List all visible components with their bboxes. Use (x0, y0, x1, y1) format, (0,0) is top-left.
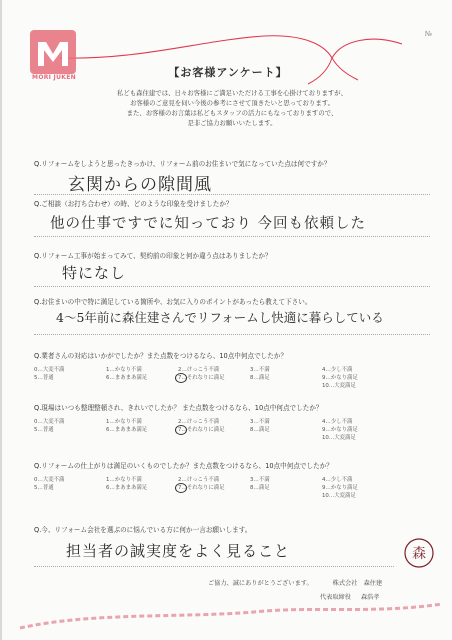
scale-option: 1…かなり不満 (106, 367, 142, 373)
question-5: Q.業者さんの対応はいかがでしたか？また点数をつけるなら、10点中何点でしたか？ (34, 352, 288, 360)
scale-option: 6…まあまあ満足 (106, 485, 148, 491)
rating-scale (34, 476, 394, 492)
handwritten-seal (402, 536, 436, 570)
company-name: 株式会社 森住建 (332, 580, 383, 587)
scale-option: 9…かなり満足 (322, 427, 358, 433)
scale-option: 2…けっこう不満 (178, 477, 220, 483)
question-3: Q.リフォーム工事が始まってみて、契約前の印象と何か違う点はありましたか？ (34, 252, 272, 260)
scale-option: 0…大変不満 (34, 419, 65, 425)
intro-line: 是非ご協力お願いいたします。 (187, 119, 277, 127)
question-1: Q.リフォームをしようと思ったきっかけ、リフォーム前のお住まいで気になっていた点は何ですか？ (34, 160, 331, 168)
question-2: Q.ご相談（お打ち合わせ）の時、どのような印象を受けましたか？ (34, 200, 233, 208)
answer-line (34, 566, 394, 567)
answer-line (34, 236, 430, 237)
intro-line: また、お客様のお言葉は私どもスタッフの活力にもなっておりますので、 (126, 109, 338, 117)
scale-option: 3…不満 (250, 419, 270, 425)
answer-3: 特になし (62, 264, 127, 282)
scale-option: 3…不満 (250, 477, 270, 483)
scale-option: 7…それなりに満足 (178, 485, 225, 491)
scale-option: 2…けっこう不満 (178, 419, 220, 425)
question-8: Q.今、リフォーム会社を選ぶのに悩んでいる方に何か一言お願いします。 (34, 526, 252, 534)
company-logo-text: MORI JUKEN (32, 74, 76, 81)
scale-option: 1…かなり不満 (106, 477, 142, 483)
selected-score-mark (175, 483, 187, 493)
scale-option: 0…大変不満 (34, 367, 65, 373)
intro-text (62, 88, 402, 128)
scale-option: 6…まあまあ満足 (106, 375, 148, 381)
scale-option: 8…満足 (250, 375, 270, 381)
svg-text:森: 森 (412, 546, 426, 562)
rating-scale-extra (34, 434, 394, 442)
scale-option: 8…満足 (250, 485, 270, 491)
page-number: № (424, 30, 432, 38)
rating-scale-extra (34, 492, 394, 500)
answer-4: 4〜5年前に森住建さんでリフォームし快適に暮らしている (56, 310, 384, 325)
scale-option: 6…まあまあ満足 (106, 427, 148, 433)
scale-option: 5…普通 (34, 375, 54, 381)
intro-line: 私ども森住建では、日々お客様にご満足いただける工事を心掛けておりますが、 (116, 89, 348, 97)
scale-option: 9…かなり満足 (322, 375, 358, 381)
scale-option: 7…それなりに満足 (178, 427, 225, 433)
signer-role: 代表取締役 (320, 594, 351, 601)
answer-2: 他の仕事ですでに知っており 今回も依頼した (50, 216, 367, 232)
scale-option: 5…普通 (34, 485, 54, 491)
signer-name: 森浩孝 (360, 594, 380, 601)
scale-option: 4…少し不満 (322, 477, 353, 483)
scale-option: 1…かなり不満 (106, 419, 142, 425)
scale-option: 3…不満 (250, 367, 270, 373)
thanks-text: ご協力、誠にありがとうございます。 (208, 580, 313, 587)
answer-line (34, 286, 430, 287)
question-7: Q.リフォームの仕上がりは満足のいくものでしたか？また点数をつけるなら、10点中何点でしたか？ (34, 462, 333, 470)
scale-option: 2…けっこう不満 (178, 367, 220, 373)
rating-scale (34, 418, 394, 434)
answer-1: 玄関からの隙間風 (68, 175, 212, 195)
answer-8: 担当者の誠実度をよく見ること (66, 542, 291, 560)
company-logo (30, 30, 76, 74)
scale-option: 9…かなり満足 (322, 485, 358, 491)
answer-line (34, 334, 430, 335)
question-6: Q.現場はいつも整理整頓され、きれいでしたか？ また点数をつけるなら、10点中何点でしたか？ (34, 404, 323, 412)
intro-line: お客様のご意見を伺い今後の参考にさせて頂きたいと思っております。 (130, 99, 334, 107)
answer-line (34, 194, 430, 195)
scale-option: 4…少し不満 (322, 367, 353, 373)
scale-option: 10…大変満足 (322, 383, 356, 389)
footer-signature (320, 592, 379, 601)
page-title: 【お客様アンケート】 (168, 66, 288, 79)
scale-option: 10…大変満足 (322, 493, 356, 499)
question-4: Q.お住まいの中で特に満足している箇所や、お気に入りのポイントがあったら教えて下さい。 (34, 298, 312, 306)
scale-option: 0…大変不満 (34, 477, 65, 483)
rating-scale (34, 366, 394, 382)
rating-scale-extra (34, 382, 394, 390)
scale-option: 10…大変満足 (322, 435, 356, 441)
selected-score-mark (175, 373, 187, 383)
scale-option: 8…満足 (250, 427, 270, 433)
scale-option: 5…普通 (34, 427, 54, 433)
selected-score-mark (175, 425, 187, 435)
scale-option: 7…それなりに満足 (178, 375, 225, 381)
footer-thanks (208, 578, 382, 587)
scale-option: 4…少し不満 (322, 419, 353, 425)
